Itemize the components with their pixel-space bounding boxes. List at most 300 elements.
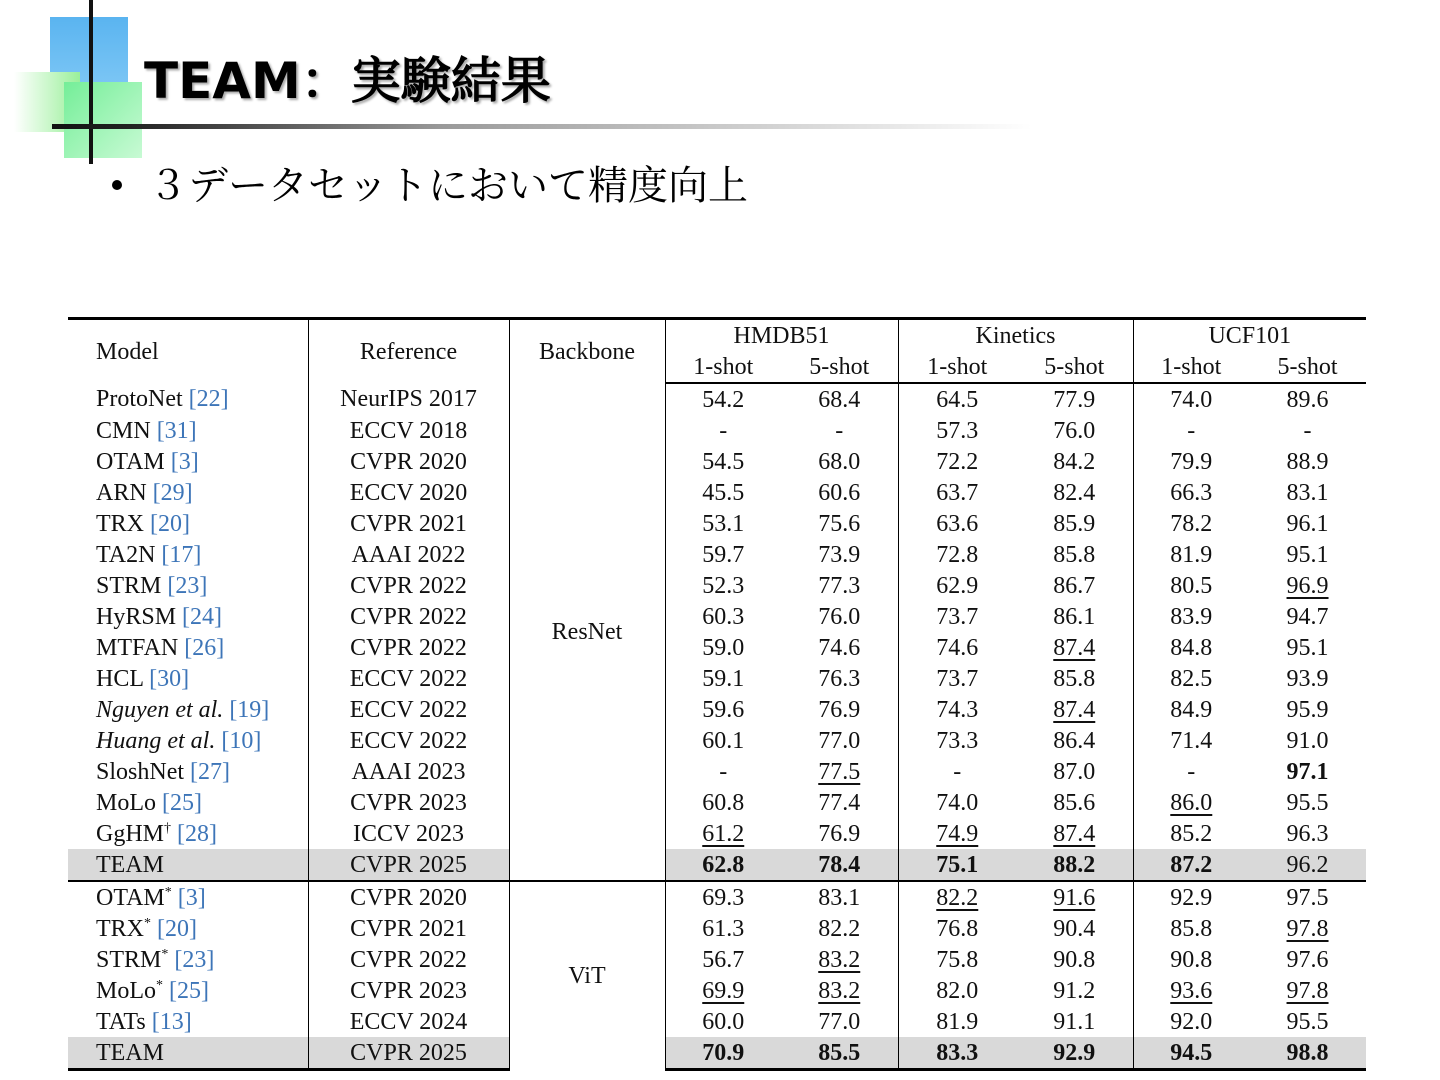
value-text: 73.9 [818,541,861,568]
value-text: 86.7 [1053,572,1096,599]
value-cell [1016,787,1133,818]
value-cell [1016,570,1133,601]
value-text: 83.1 [1286,479,1329,506]
table-row [68,446,1366,477]
value-cell [665,601,781,632]
table-row [68,1006,1366,1037]
value-cell [1249,725,1366,756]
value-cell [1016,383,1133,415]
table-row [68,508,1366,539]
value-text: 77.4 [818,789,861,816]
value-cell [781,383,898,415]
model-superscript: * [164,884,172,900]
value-text: 86.0 [1170,789,1213,816]
value-cell [781,725,898,756]
value-cell [898,663,1016,694]
value-cell [665,539,781,570]
reference-cell: ECCV 2022 [308,663,509,694]
value-text: 97.5 [1286,884,1329,911]
reference-cell: ECCV 2020 [308,477,509,508]
value-cell [781,601,898,632]
value-text: 82.0 [936,977,979,1004]
model-cell [68,725,308,756]
value-cell [1133,1037,1249,1070]
citation-link[interactable]: [10] [221,727,262,754]
value-text: - [1187,758,1196,785]
value-cell [665,881,781,913]
reference-cell: CVPR 2020 [308,446,509,477]
citation-link[interactable]: [20] [150,510,190,537]
table-row [68,632,1366,663]
table-row [68,975,1366,1006]
value-cell [665,1037,781,1070]
value-text: 86.1 [1053,603,1096,630]
value-cell [1249,694,1366,725]
value-text: 82.4 [1053,479,1096,506]
value-cell [781,881,898,913]
value-text: 98.8 [1286,1039,1329,1066]
value-text: 61.3 [702,915,745,942]
citation-link[interactable]: [3] [170,448,199,475]
value-text: 90.4 [1053,915,1096,942]
value-cell [1016,539,1133,570]
table-row [68,415,1366,446]
value-text: 91.1 [1053,1008,1096,1035]
value-cell [1133,477,1249,508]
citation-link[interactable]: [17] [161,541,202,568]
value-cell [781,663,898,694]
table-row [68,913,1366,944]
value-text: 84.8 [1170,634,1213,661]
reference-cell: ECCV 2018 [308,415,509,446]
value-cell [665,913,781,944]
value-cell [1016,663,1133,694]
citation-link[interactable]: [3] [177,884,206,911]
value-cell [665,975,781,1006]
value-text: 86.4 [1053,727,1096,754]
model-name: ARN [96,479,147,506]
value-cell [1016,725,1133,756]
value-text: 85.8 [1053,665,1096,692]
reference-cell: ECCV 2022 [308,694,509,725]
table-row [68,725,1366,756]
value-cell [1016,818,1133,849]
value-text: 97.8 [1286,977,1329,1004]
value-text: 74.9 [936,820,979,847]
citation-link[interactable]: [28] [177,820,217,847]
value-cell [1016,975,1133,1006]
model-name: TRX [96,915,144,942]
model-name: HCL [96,665,144,692]
value-cell [665,383,781,415]
table-row [68,383,1366,415]
value-text: 96.2 [1286,851,1329,878]
value-text: 69.3 [702,884,745,911]
header-shot: 5-shot [1016,351,1133,383]
citation-link[interactable]: [25] [162,789,202,816]
value-text: 80.5 [1170,572,1213,599]
value-cell [1133,632,1249,663]
value-text: 89.6 [1286,386,1329,413]
value-cell [1249,787,1366,818]
value-cell [665,1006,781,1037]
citation-link[interactable]: [30] [149,665,190,692]
model-cell [68,539,308,570]
value-cell [1133,1006,1249,1037]
value-text: 52.3 [702,572,745,599]
reference-cell: CVPR 2023 [308,787,509,818]
value-cell [665,787,781,818]
value-cell [665,508,781,539]
value-text: 87.0 [1053,758,1096,785]
reference-cell: CVPR 2022 [308,632,509,663]
value-text: 64.5 [936,386,979,413]
citation-link[interactable]: [27] [190,758,230,785]
value-cell [898,1037,1016,1070]
value-cell [1133,975,1249,1006]
value-text: 62.8 [702,851,745,878]
value-cell [781,975,898,1006]
value-text: 62.9 [936,572,979,599]
model-cell [68,570,308,601]
value-text: 95.5 [1286,789,1329,816]
value-text: - [719,417,728,444]
citation-link[interactable]: [29] [152,479,193,506]
model-superscript: * [144,915,151,931]
value-text: 61.2 [702,820,745,847]
value-cell [1016,415,1133,446]
value-cell [1249,477,1366,508]
value-cell [898,1006,1016,1037]
value-cell [781,787,898,818]
model-cell [68,787,308,818]
model-name: ProtoNet [96,386,183,412]
value-text: 74.0 [1170,386,1213,413]
citation-link[interactable]: [19] [229,696,270,723]
value-cell [665,570,781,601]
value-cell [898,818,1016,849]
title-decoration-vertical-line [89,0,93,164]
value-cell [1133,818,1249,849]
value-cell [781,446,898,477]
value-cell [898,601,1016,632]
value-text: 79.9 [1170,448,1213,475]
citation-link[interactable]: [13] [151,1008,192,1035]
table-row [68,818,1366,849]
value-text: 60.8 [702,789,745,816]
reference-cell: CVPR 2021 [308,913,509,944]
citation-link[interactable]: [24] [182,603,223,630]
model-name: SloshNet [96,758,185,785]
value-cell [1016,913,1133,944]
table-row [68,539,1366,570]
value-text: 84.9 [1170,696,1213,723]
value-cell [1133,383,1249,415]
model-superscript: * [161,946,169,962]
value-text: 69.9 [702,977,745,1004]
value-cell [1133,601,1249,632]
value-cell [665,694,781,725]
value-cell [665,446,781,477]
value-text: 57.3 [936,417,979,444]
citation-link[interactable]: [25] [169,977,209,1004]
value-text: - [1187,417,1196,444]
value-cell [1133,725,1249,756]
header-shot: 5-shot [1249,351,1366,383]
value-text: 73.7 [936,665,979,692]
value-cell [781,570,898,601]
bullet-dot-icon [112,180,122,190]
table-row [68,570,1366,601]
header-shot: 1-shot [665,351,781,383]
model-name: HyRSM [96,603,177,630]
table-row [68,881,1366,913]
value-cell [1133,756,1249,787]
citation-link[interactable]: [20] [157,915,197,942]
header-shot: 1-shot [898,351,1016,383]
backbone-cell: ResNet [509,383,665,881]
model-name: Huang et al. [96,727,216,754]
value-text: 83.2 [818,946,861,973]
value-text: 90.8 [1170,946,1213,973]
value-text: 70.9 [702,1039,745,1066]
value-cell [665,818,781,849]
value-cell [1016,756,1133,787]
citation-link[interactable]: [23] [174,946,215,973]
value-cell [1016,944,1133,975]
value-cell [1249,446,1366,477]
model-cell [68,818,308,849]
header-dataset-hmdb51: HMDB51 [665,319,898,352]
table-row-team [68,849,1366,881]
value-cell [781,632,898,663]
table-row [68,477,1366,508]
value-cell [898,446,1016,477]
value-cell [1133,446,1249,477]
value-text: 91.0 [1286,727,1329,754]
value-cell [1249,849,1366,881]
value-text: 94.5 [1170,1039,1213,1066]
value-text: 74.0 [936,789,979,816]
model-name: TATs [96,1008,146,1035]
table-row-team [68,1037,1366,1070]
value-text: 92.0 [1170,1008,1213,1035]
value-cell [898,881,1016,913]
value-text: 83.3 [936,1039,979,1066]
value-text: 76.8 [936,915,979,942]
value-cell [781,508,898,539]
model-superscript: * [156,977,163,993]
value-text: 60.3 [702,603,745,630]
citation-link[interactable]: [22] [188,386,229,412]
value-cell [781,849,898,881]
reference-cell: CVPR 2022 [308,944,509,975]
value-cell [665,725,781,756]
value-text: 63.7 [936,479,979,506]
value-text: 87.4 [1053,634,1096,661]
model-name: Nguyen et al. [96,696,224,723]
value-text: 74.3 [936,696,979,723]
model-name: TRX [96,510,144,537]
value-cell [1249,632,1366,663]
value-text: 68.4 [818,386,861,413]
model-cell [68,756,308,787]
value-cell [665,415,781,446]
value-cell [1249,383,1366,415]
value-text: 93.6 [1170,977,1213,1004]
value-text: 81.9 [1170,541,1213,568]
model-cell [68,975,308,1006]
model-name: OTAM [96,448,165,475]
value-text: 72.2 [936,448,979,475]
value-text: 82.2 [818,915,861,942]
value-cell [898,725,1016,756]
value-cell [1016,446,1133,477]
model-cell [68,415,308,446]
value-cell [665,849,781,881]
value-cell [898,756,1016,787]
value-cell [781,756,898,787]
value-text: 78.4 [818,851,861,878]
value-cell [898,632,1016,663]
value-cell [898,975,1016,1006]
model-name: TEAM [96,1039,164,1066]
value-text: 72.8 [936,541,979,568]
value-text: 97.8 [1286,915,1329,942]
model-cell [68,663,308,694]
value-cell [1016,477,1133,508]
value-cell [665,944,781,975]
value-text: 76.0 [1053,417,1096,444]
model-cell [68,446,308,477]
value-cell [781,818,898,849]
value-text: 77.3 [818,572,861,599]
value-cell [1133,694,1249,725]
value-cell [781,694,898,725]
value-cell [665,477,781,508]
model-name: TEAM [96,851,164,878]
value-text: 76.0 [818,603,861,630]
value-cell [1016,601,1133,632]
value-text: 75.1 [936,851,979,878]
value-text: 94.7 [1286,603,1329,630]
value-cell [1249,663,1366,694]
value-text: 63.6 [936,510,979,537]
bullet-text: ３データセットにおいて精度向上 [148,163,748,209]
reference-cell: AAAI 2022 [308,539,509,570]
reference-cell: CVPR 2022 [308,601,509,632]
value-cell [1016,881,1133,913]
value-text: 60.1 [702,727,745,754]
value-cell [1016,849,1133,881]
model-name: OTAM [96,884,165,911]
value-cell [898,944,1016,975]
value-text: 87.2 [1170,851,1213,878]
header-shot: 1-shot [1133,351,1249,383]
value-cell [1249,539,1366,570]
value-text: 83.1 [818,884,861,911]
value-text: 88.9 [1286,448,1329,475]
reference-cell: CVPR 2025 [308,849,509,881]
value-cell [1133,881,1249,913]
model-cell [68,913,308,944]
value-text: 76.3 [818,665,861,692]
value-text: 95.1 [1286,634,1329,661]
value-cell [1249,881,1366,913]
value-cell [1133,944,1249,975]
value-text: 59.0 [702,634,745,661]
value-text: 96.1 [1286,510,1329,537]
value-text: 73.7 [936,603,979,630]
value-cell [1133,539,1249,570]
value-text: 85.6 [1053,789,1096,816]
value-text: 77.9 [1053,386,1096,413]
value-cell [1016,1037,1133,1070]
header-reference: Reference [308,319,509,384]
header-shot: 5-shot [781,351,898,383]
value-text: 95.9 [1286,696,1329,723]
model-name: STRM [96,572,162,599]
value-cell [898,787,1016,818]
model-name: MoLo [96,789,156,816]
slide-title: TEAM：実験結果 [144,52,551,110]
value-cell [898,570,1016,601]
backbone-cell: ViT [509,881,665,1070]
value-cell [1249,1006,1366,1037]
value-text: 56.7 [702,946,745,973]
reference-cell: ECCV 2022 [308,725,509,756]
value-cell [665,663,781,694]
model-cell [68,881,308,913]
model-cell [68,694,308,725]
citation-link[interactable]: [26] [184,634,225,661]
citation-link[interactable]: [23] [167,572,208,599]
table-header [68,319,1366,384]
table-row [68,601,1366,632]
value-text: 75.6 [818,510,861,537]
model-cell [68,1006,308,1037]
value-text: 74.6 [936,634,979,661]
value-text: 95.5 [1286,1008,1329,1035]
value-text: 76.9 [818,696,861,723]
value-cell [898,477,1016,508]
value-text: 82.2 [936,884,979,911]
value-cell [898,849,1016,881]
model-name: TA2N [96,541,156,568]
reference-cell: CVPR 2022 [308,570,509,601]
reference-cell: CVPR 2025 [308,1037,509,1070]
value-cell [898,539,1016,570]
table-row [68,787,1366,818]
value-cell [781,1037,898,1070]
value-text: 97.1 [1286,758,1329,785]
citation-link[interactable]: [31] [156,417,197,444]
value-cell [1016,508,1133,539]
value-cell [781,539,898,570]
value-text: 85.9 [1053,510,1096,537]
value-text: 97.6 [1286,946,1329,973]
table-row [68,694,1366,725]
value-cell [781,1006,898,1037]
value-cell [1249,570,1366,601]
reference-cell: CVPR 2023 [308,975,509,1006]
value-cell [898,694,1016,725]
value-text: 75.8 [936,946,979,973]
value-text: 73.3 [936,727,979,754]
value-cell [1249,508,1366,539]
value-text: 45.5 [702,479,745,506]
model-name: MoLo [96,977,156,1004]
